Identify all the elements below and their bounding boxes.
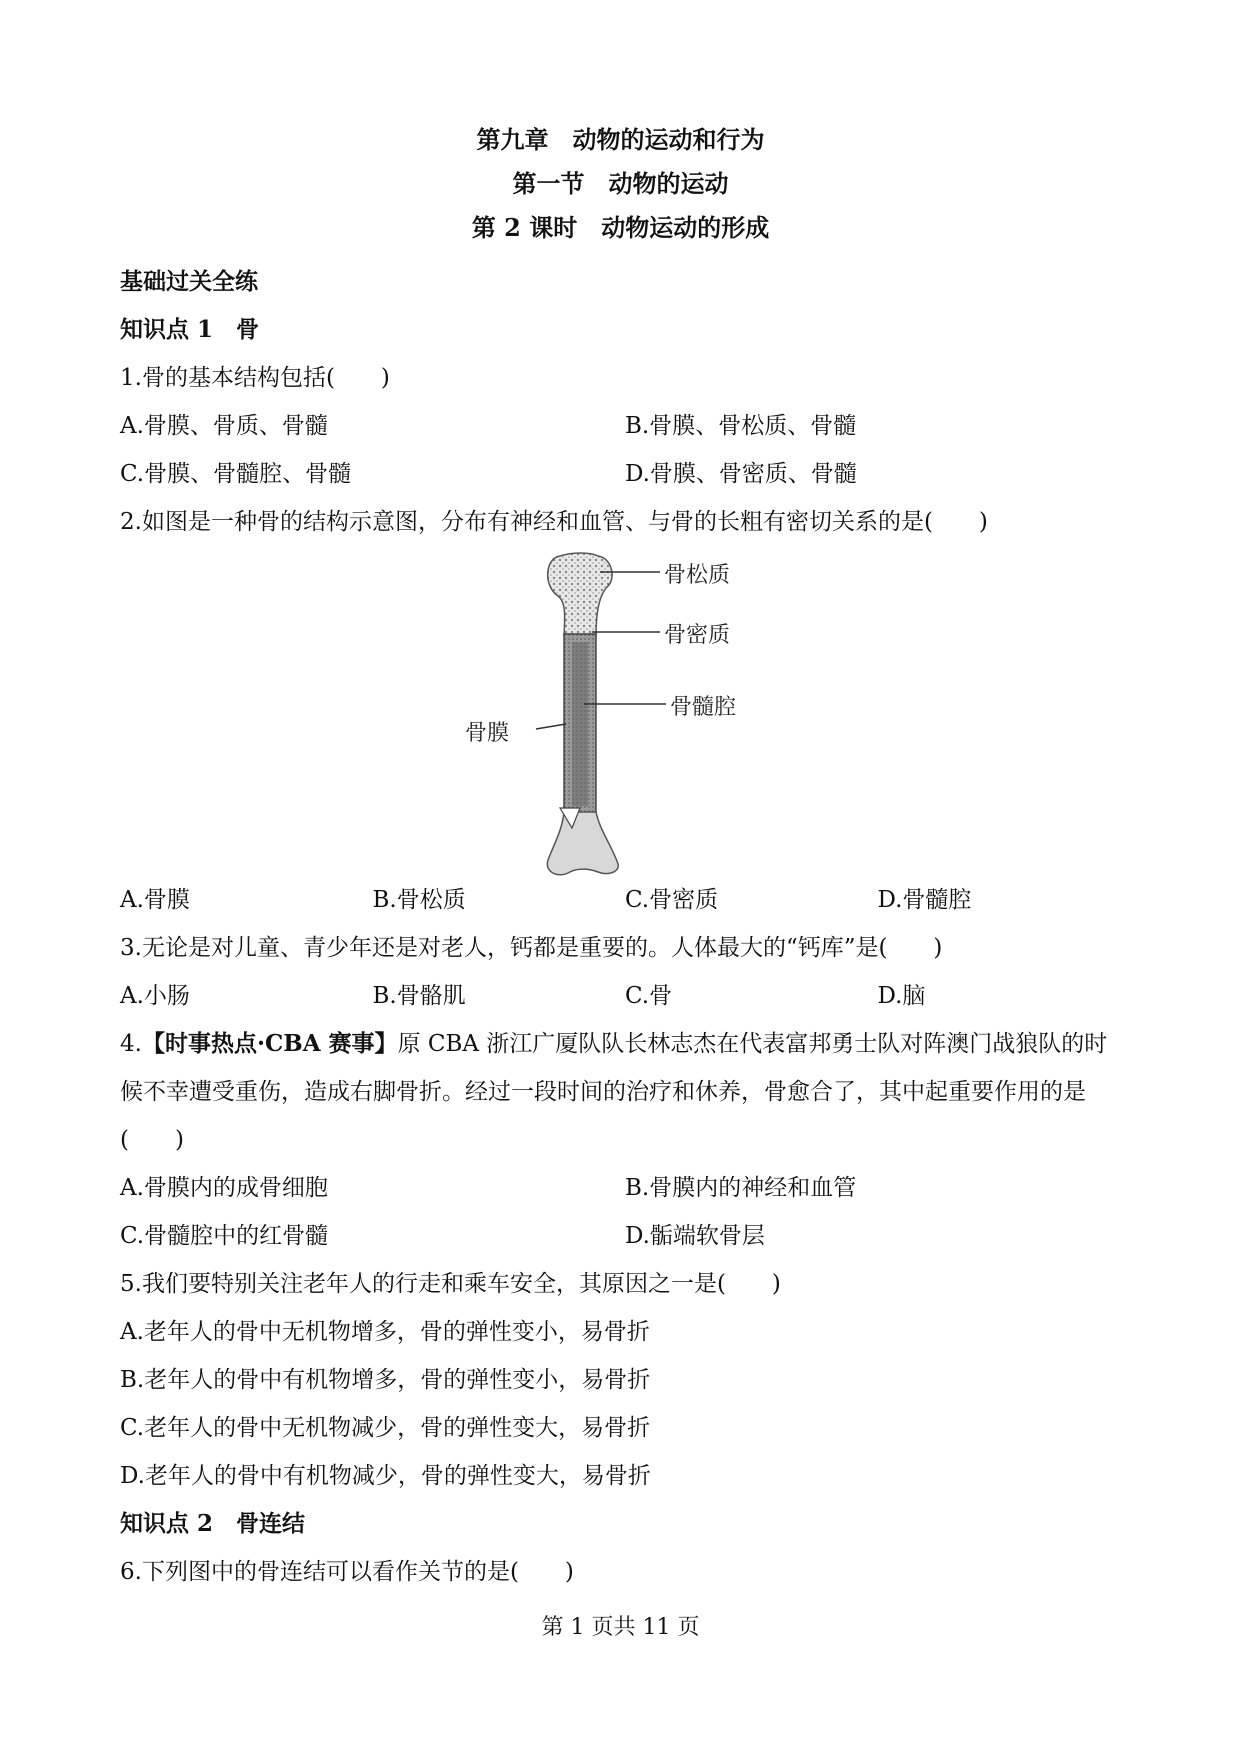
lesson-title: 第 2 课时 动物运动的形成 xyxy=(471,213,770,242)
option-d: D.骨髓腔 xyxy=(877,887,972,913)
knowledge-point-2: 知识点 2 骨连结 xyxy=(120,1510,306,1537)
option-a: A.小肠 xyxy=(120,983,190,1009)
question-6 xyxy=(120,1548,1130,1596)
option-c: C.骨 xyxy=(625,983,673,1009)
option-a: A.骨膜内的成骨细胞 xyxy=(120,1175,328,1201)
question-5 xyxy=(120,1260,1130,1500)
option-c: C.骨膜、骨髓腔、骨髓 xyxy=(120,461,352,487)
question-text: 原 CBA 浙江广厦队队长林志杰在代表富邦勇士队对阵澳门战狼队的时候不幸遭受重伤，造成右脚骨折。经过一段时间的治疗和休养，骨愈合了，其中起重要作用的是( ) xyxy=(120,1031,1108,1153)
long-bone-illustration xyxy=(120,546,1130,876)
figure-label-compact-bone: 骨密质 xyxy=(664,623,731,648)
knowledge-point-1: 知识点 1 骨 xyxy=(120,316,260,343)
question-stem xyxy=(120,1020,1130,1164)
question-1 xyxy=(120,354,1130,498)
option-b: B.骨膜内的神经和血管 xyxy=(625,1175,857,1201)
practice-heading: 基础过关全练 xyxy=(120,268,258,295)
option-b: B.骨松质 xyxy=(372,887,466,913)
figure-label-spongy-bone: 骨松质 xyxy=(664,563,731,588)
question-3 xyxy=(120,924,1130,1020)
section-title: 第一节 动物的运动 xyxy=(512,169,729,198)
option-d: D.脑 xyxy=(877,983,926,1009)
option-d: D.骨膜、骨密质、骨髓 xyxy=(625,461,857,487)
page-footer: 第 1 页共 11 页 xyxy=(541,1615,700,1640)
option-c: C.骨髓腔中的红骨髓 xyxy=(120,1223,329,1249)
option-a: A.骨膜 xyxy=(120,887,190,913)
option-a: A.骨膜、骨质、骨髓 xyxy=(120,413,328,439)
option-d: D.老年人的骨中有机物减少，骨的弹性变大，易骨折 xyxy=(120,1463,651,1489)
question-stem: 1.骨的基本结构包括( ) xyxy=(120,365,390,391)
question-number: 4. xyxy=(120,1031,142,1057)
question-stem: 6.下列图中的骨连结可以看作关节的是( ) xyxy=(120,1559,574,1585)
question-stem: 3.无论是对儿童、青少年还是对老人，钙都是重要的。人体最大的“钙库”是( ) xyxy=(120,935,943,961)
question-2 xyxy=(120,498,1130,924)
title-block xyxy=(0,118,1241,250)
option-b: B.老年人的骨中有机物增多，骨的弹性变小，易骨折 xyxy=(120,1367,651,1393)
question-stem: 5.我们要特别关注老年人的行走和乘车安全，其原因之一是( ) xyxy=(120,1271,781,1297)
option-a: A.老年人的骨中无机物增多，骨的弹性变小，易骨折 xyxy=(120,1319,650,1345)
option-c: C.骨密质 xyxy=(625,887,719,913)
current-events-tag: 【时事热点·CBA 赛事】 xyxy=(141,1030,398,1057)
bone-structure-figure xyxy=(120,546,1130,876)
content xyxy=(120,258,1130,1596)
question-stem: 2.如图是一种骨的结构示意图，分布有神经和血管、与骨的长粗有密切关系的是( ) xyxy=(120,509,988,535)
option-b: B.骨骼肌 xyxy=(372,983,466,1009)
question-4 xyxy=(120,1020,1130,1260)
option-d: D.骺端软骨层 xyxy=(625,1223,765,1249)
figure-label-marrow-cavity: 骨髓腔 xyxy=(670,695,737,720)
option-b: B.骨膜、骨松质、骨髓 xyxy=(625,413,857,439)
leader-line-periosteum xyxy=(536,724,566,729)
option-c: C.老年人的骨中无机物减少，骨的弹性变大，易骨折 xyxy=(120,1415,651,1441)
figure-label-periosteum: 骨膜 xyxy=(465,721,510,746)
chapter-title: 第九章 动物的运动和行为 xyxy=(476,125,765,154)
